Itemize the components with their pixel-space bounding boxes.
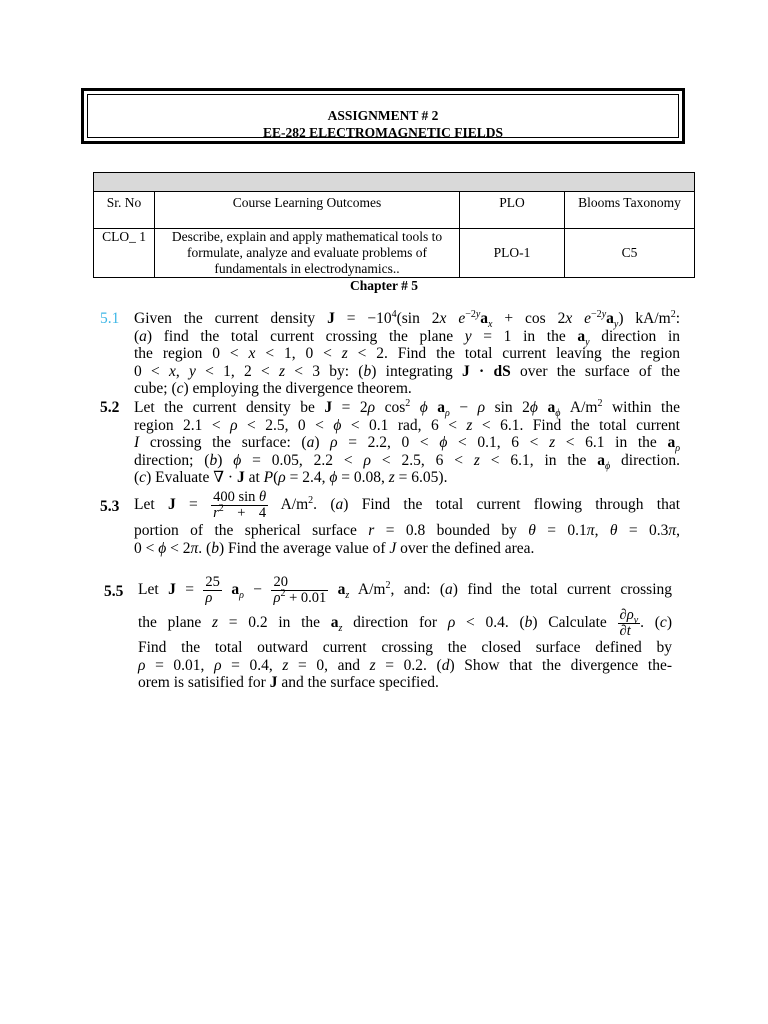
table-header-row [94, 192, 695, 229]
problem-number: 5.2 [100, 399, 120, 416]
problem-number: 5.3 [100, 498, 120, 515]
shaded-cell [94, 173, 695, 192]
problem-5-3 [100, 488, 680, 557]
chapter-heading: Chapter # 5 [349, 278, 418, 293]
header-plo: PLO [460, 192, 565, 229]
fraction: $\frac{20}{\rho^2 + 0.01}$ [273, 573, 327, 606]
header-clo: Course Learning Outcomes [155, 192, 460, 229]
problem-text: Let J = $\frac{\text{400 sin θ}}{r^2 + 4}$ $A/m^2$. (a) Find the total current flowing through that portion of the spherical surface r = 0.8 bounded by θ = 0.1π, θ = 0.3π, 0 < ϕ < 2π. (b) Find the average value of J over the defined area. [134, 488, 681, 557]
fraction: $\frac{\partial\rho_v}{\partial t}$ [619, 607, 639, 639]
assignment-title: ASSIGNMENT # 2 [327, 108, 439, 123]
title-box [81, 88, 685, 144]
problem-5-1 [100, 310, 680, 398]
fraction: $\frac{\text{400 sin θ}}{r^2 + 4}$ [213, 488, 267, 521]
cell-clo: Describe, explain and apply mathematical tools to formulate, analyze and evaluate problems of fundamentals in electrodynamics.. [155, 229, 460, 278]
cell-sr-no: CLO_ 1 [94, 229, 155, 278]
problem-number: 5.1 [100, 310, 120, 327]
header-blooms: Blooms Taxonomy [565, 192, 695, 229]
problem-number: 5.5 [104, 583, 124, 600]
fraction: $\frac{25}{\rho}$ [205, 573, 220, 606]
cell-plo: PLO-1 [460, 229, 565, 278]
header-sr-no: Sr. No [94, 192, 155, 229]
problem-text: Given the current density $J = -10^4(\sin$ 2x $e^{-2y}a_x + \cos 2x$ $e^{-2y}a_y$) $kA/m^2$: (a) find the total current crossing the plane y = 1 in the $a_y$ direction in the region 0 < x < 1, 0 < z < 2. Find the total current leaving the region 0 < x, y < 1, 2 < z < 3 by: (b) integrating J · dS over the surface of the cube; (c) employing the divergence theorem. [134, 308, 681, 397]
problem-5-5 [104, 572, 672, 692]
cell-blooms: C5 [565, 229, 695, 278]
problem-text: Let the current density be J = 2ρ $\cos^2 \phi$ $a_\rho - \rho$ sin 2ϕ $a_\phi$ $A/m^2$ within the region 2.1 < ρ < 2.5, 0 < ϕ < 0.1 rad, 6 < z < 6.1. Find the total current I crossing the surface: (a) ρ = 2.2, 0 < ϕ < 0.1, 6 < z < 6.1 in the $a_\rho$ direction; (b) ϕ = 0.05, 2.2 < ρ < 2.5, 6 < z < 6.1, in the $a_\phi$ direction. (c) Evaluate ∇ · J at P(ρ = 2.4, ϕ = 0.08, z = 6.05). [134, 397, 681, 486]
table-shaded-row [94, 173, 695, 192]
course-title: EE-282 ELECTROMAGNETIC FIELDS [262, 125, 504, 140]
problem-5-2 [100, 399, 680, 487]
problem-text: Let J = $\frac{25}{\rho}$ $a_\rho$ − $\frac{20}{\rho^2 + 0.01}$ $a_z$ $A/m^2$, and: (a) find the total current crossing the plane z = 0.2 in the $a_z$ direction for ρ < 0.4. (b) Calculate $\frac{\partial\rho_v}{\partial t}$ . (c) Find the total outward current crossing the closed surface defined by ρ = 0.01, ρ = 0.4, z = 0, and z = 0.2. (d) Show that the divergence the- orem is satisified for J and the surface specified. [138, 573, 673, 691]
title-inner [87, 94, 679, 138]
clo-table [93, 172, 695, 278]
table-row [94, 229, 695, 278]
